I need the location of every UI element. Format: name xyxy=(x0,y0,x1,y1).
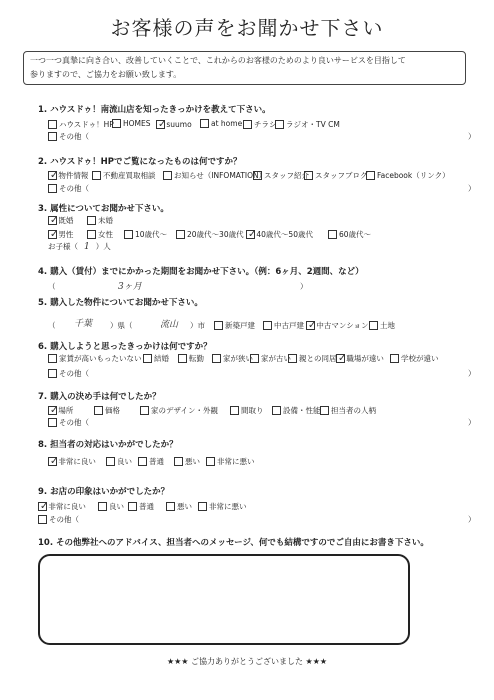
q4-label: 4. 購入（賃付）までにかかった期間をお聞かせ下さい。（例：6ヶ月、2週間、など） xyxy=(38,267,364,277)
q6-option-old[interactable]: 家が古い xyxy=(250,353,291,364)
q2-option-blog[interactable]: スタッフブログ xyxy=(304,170,368,181)
q1-option-flyer[interactable]: チラシ xyxy=(243,119,277,130)
checkbox[interactable] xyxy=(48,369,57,378)
check-mark-icon: ✓ xyxy=(50,229,59,240)
check-mark-icon: ✓ xyxy=(338,353,347,364)
q1-option-radio-tv[interactable]: ラジオ・TV CM xyxy=(275,119,340,130)
checkbox[interactable] xyxy=(214,321,223,330)
checkbox[interactable] xyxy=(263,321,272,330)
q5-option-used-condo[interactable]: ✓ 中古マンション xyxy=(308,320,369,331)
checkbox[interactable] xyxy=(143,354,152,363)
checkbox[interactable] xyxy=(38,515,47,524)
q9-option-very-good[interactable]: ✓ 非常に良い xyxy=(40,501,86,512)
q9-label: 9. お店の印象はいかがでしたか？ xyxy=(38,487,170,497)
q8-option-average[interactable]: 普通 xyxy=(138,456,164,467)
q6-option-rent[interactable]: 家賃が高いもったいない xyxy=(48,353,142,364)
q5-ken: ）県（ xyxy=(110,321,133,330)
q9-option-bad[interactable]: 悪い xyxy=(166,501,192,512)
q6-option-small[interactable]: 家が狭い xyxy=(212,353,253,364)
q2-option-other[interactable]: その他（ xyxy=(48,183,89,194)
checkbox[interactable] xyxy=(390,354,399,363)
check-mark-icon: ✓ xyxy=(40,501,49,512)
checkbox[interactable] xyxy=(48,132,57,141)
q7-option-location[interactable]: ✓ 場所 xyxy=(50,405,74,416)
checkbox[interactable] xyxy=(48,418,57,427)
q1-option-suumo[interactable]: ✓ suumo xyxy=(158,119,192,130)
q5-open-paren: （ xyxy=(48,321,56,330)
checkbox[interactable] xyxy=(272,406,281,415)
q5-option-land[interactable]: 土地 xyxy=(369,320,395,331)
checkbox[interactable] xyxy=(200,119,209,128)
q4-close-paren: ） xyxy=(300,282,308,291)
q3-option-married[interactable]: ✓ 既婚 xyxy=(50,215,74,226)
checkbox[interactable] xyxy=(48,184,57,193)
q6-option-school-far[interactable]: 学校が遠い xyxy=(390,353,439,364)
check-mark-icon: ✓ xyxy=(158,119,167,130)
q4-open-paren: （ xyxy=(48,282,56,291)
checkbox[interactable] xyxy=(92,171,101,180)
q5-option-new-house[interactable]: 新築戸建 xyxy=(214,320,255,331)
q1-option-hp[interactable]: ハウスドゥ！HP xyxy=(48,119,114,130)
q1-option-other[interactable]: その他（ xyxy=(48,131,89,142)
q7-option-price[interactable]: 価格 xyxy=(94,405,120,416)
checkbox[interactable] xyxy=(304,171,313,180)
q9-close-paren: ） xyxy=(468,515,476,524)
checkbox[interactable] xyxy=(124,230,133,239)
q6-option-transfer[interactable]: 転勤 xyxy=(178,353,204,364)
checkbox[interactable] xyxy=(138,457,147,466)
checkbox[interactable] xyxy=(174,457,183,466)
q6-option-parents[interactable]: 親との同居 xyxy=(288,353,337,364)
q8-option-good[interactable]: 良い xyxy=(106,456,132,467)
q2-option-staff[interactable]: スタッフ紹介 xyxy=(253,170,309,181)
q3-option-age-60[interactable]: 60歳代～ xyxy=(328,229,371,240)
q6-label: 6. 購入しようと思ったきっかけは何ですか？ xyxy=(38,342,212,352)
q5-shi: ）市 xyxy=(190,321,205,330)
q7-option-other[interactable]: その他（ xyxy=(48,417,89,428)
checkbox[interactable] xyxy=(243,120,252,129)
checkbox[interactable] xyxy=(198,502,207,511)
q7-option-layout[interactable]: 間取り xyxy=(230,405,264,416)
checkbox[interactable] xyxy=(369,321,378,330)
q7-label: 7. 購入の決め手は何でしたか？ xyxy=(38,392,161,402)
q8-option-very-good[interactable]: ✓ 非常に良い xyxy=(50,456,96,467)
footer-thanks: ★★★ ご協力ありがとうございました ★★★ xyxy=(166,657,328,666)
q9-option-average[interactable]: 普通 xyxy=(128,501,154,512)
q1-label: 1. ハウスドゥ！南流山店を知ったきっかけを教えて下さい。 xyxy=(38,105,271,115)
checkbox[interactable] xyxy=(206,457,215,466)
q9-option-other[interactable]: その他（ xyxy=(38,514,79,525)
q7-close-paren: ） xyxy=(468,418,476,427)
intro-line-2: 参りますので、ご協力をお願い致します。 xyxy=(30,70,182,79)
q5-prefecture[interactable]: 千葉 xyxy=(74,319,93,329)
q3-option-male[interactable]: ✓ 男性 xyxy=(50,229,74,240)
checkbox[interactable] xyxy=(112,119,121,128)
checkbox[interactable] xyxy=(98,502,107,511)
q3-option-female[interactable]: 女性 xyxy=(87,229,113,240)
checkbox[interactable] xyxy=(128,502,137,511)
form-title: お客様の声をお聞かせ下さい xyxy=(110,16,384,40)
checkbox[interactable] xyxy=(212,354,221,363)
q7-option-staff[interactable]: 担当者の人柄 xyxy=(320,405,376,416)
q9-option-good[interactable]: 良い xyxy=(98,501,124,512)
q5-city[interactable]: 流山 xyxy=(160,320,179,330)
q2-label: 2. ハウスドゥ！HPでご覧になったものは何ですか？ xyxy=(38,157,242,167)
q7-option-design[interactable]: 家のデザイン・外観 xyxy=(140,405,218,416)
q2-option-buyback[interactable]: 不動産買取相談 xyxy=(92,170,156,181)
q3-children-value[interactable]: 1 xyxy=(84,241,90,252)
q1-option-athome[interactable]: at home xyxy=(200,119,242,128)
checkbox[interactable] xyxy=(48,354,57,363)
check-mark-icon: ✓ xyxy=(50,215,59,226)
q7-option-equipment[interactable]: 設備・性能 xyxy=(272,405,321,416)
checkbox[interactable] xyxy=(320,406,329,415)
q10-label: 10. その他弊社へのアドバイス、担当者へのメッセージ、何でも結構ですのでご自由にお書き下さい。 xyxy=(38,538,429,548)
q5-label: 5. 購入した物件についてお聞かせ下さい。 xyxy=(38,298,203,308)
checkbox[interactable] xyxy=(178,354,187,363)
check-mark-icon: ✓ xyxy=(50,405,59,416)
q2-close-paren: ） xyxy=(468,184,476,193)
check-mark-icon: ✓ xyxy=(308,320,317,331)
q4-answer[interactable]: 3ヶ月 xyxy=(118,282,142,292)
checkbox[interactable] xyxy=(48,120,57,129)
q9-option-very-bad[interactable]: 非常に悪い xyxy=(198,501,247,512)
checkbox[interactable] xyxy=(94,406,103,415)
q3-option-age-40-50[interactable]: ✓ 40歳代～50歳代 xyxy=(248,229,313,240)
checkbox[interactable] xyxy=(288,354,297,363)
q2-option-news[interactable]: お知らせ（INFOMATION） xyxy=(163,170,266,181)
intro-line-1: 一つ一つ真摯に向き合い、改善していくことで、これからのお客様のためのより良いサービスを目指して xyxy=(30,56,406,65)
q8-label: 8. 担当者の対応はいかがでしたか？ xyxy=(38,440,178,450)
q1-option-homes[interactable]: HOMES xyxy=(112,119,151,128)
q2-option-listings[interactable]: ✓ 物件情報 xyxy=(50,170,89,181)
check-mark-icon: ✓ xyxy=(248,229,257,240)
q2-option-facebook[interactable]: Facebook（リンク） xyxy=(366,170,450,181)
checkbox[interactable] xyxy=(328,230,337,239)
q3-option-age-10s[interactable]: 10歳代～ xyxy=(124,229,167,240)
q6-option-other[interactable]: その他（ xyxy=(48,368,89,379)
checkbox[interactable] xyxy=(176,230,185,239)
check-mark-icon: ✓ xyxy=(50,170,59,181)
checkbox[interactable] xyxy=(253,171,262,180)
q5-option-used-house[interactable]: 中古戸建 xyxy=(263,320,304,331)
q8-option-very-bad[interactable]: 非常に悪い xyxy=(206,456,255,467)
q8-option-bad[interactable]: 悪い xyxy=(174,456,200,467)
checkbox[interactable] xyxy=(87,230,96,239)
checkbox[interactable] xyxy=(275,120,284,129)
q3-children: お子様（ 1 ）人 xyxy=(48,241,111,252)
intro-box xyxy=(23,51,466,85)
checkbox[interactable] xyxy=(140,406,149,415)
q6-option-work-far[interactable]: ✓ 職場が遠い xyxy=(338,353,384,364)
checkbox[interactable] xyxy=(250,354,259,363)
q6-option-marriage[interactable]: 結婚 xyxy=(143,353,169,364)
check-mark-icon: ✓ xyxy=(50,456,59,467)
checkbox[interactable] xyxy=(366,171,375,180)
q6-close-paren: ） xyxy=(468,369,476,378)
checkbox[interactable] xyxy=(106,457,115,466)
q3-option-single[interactable]: 未婚 xyxy=(87,215,113,226)
q1-close-paren: ） xyxy=(468,132,476,141)
checkbox[interactable] xyxy=(166,502,175,511)
q3-option-age-20-30[interactable]: 20歳代～30歳代 xyxy=(176,229,244,240)
checkbox[interactable] xyxy=(163,171,172,180)
q3-label: 3. 属性についてお聞かせ下さい。 xyxy=(38,204,169,214)
q10-answer-box[interactable] xyxy=(38,554,410,645)
checkbox[interactable] xyxy=(230,406,239,415)
checkbox[interactable] xyxy=(87,216,96,225)
